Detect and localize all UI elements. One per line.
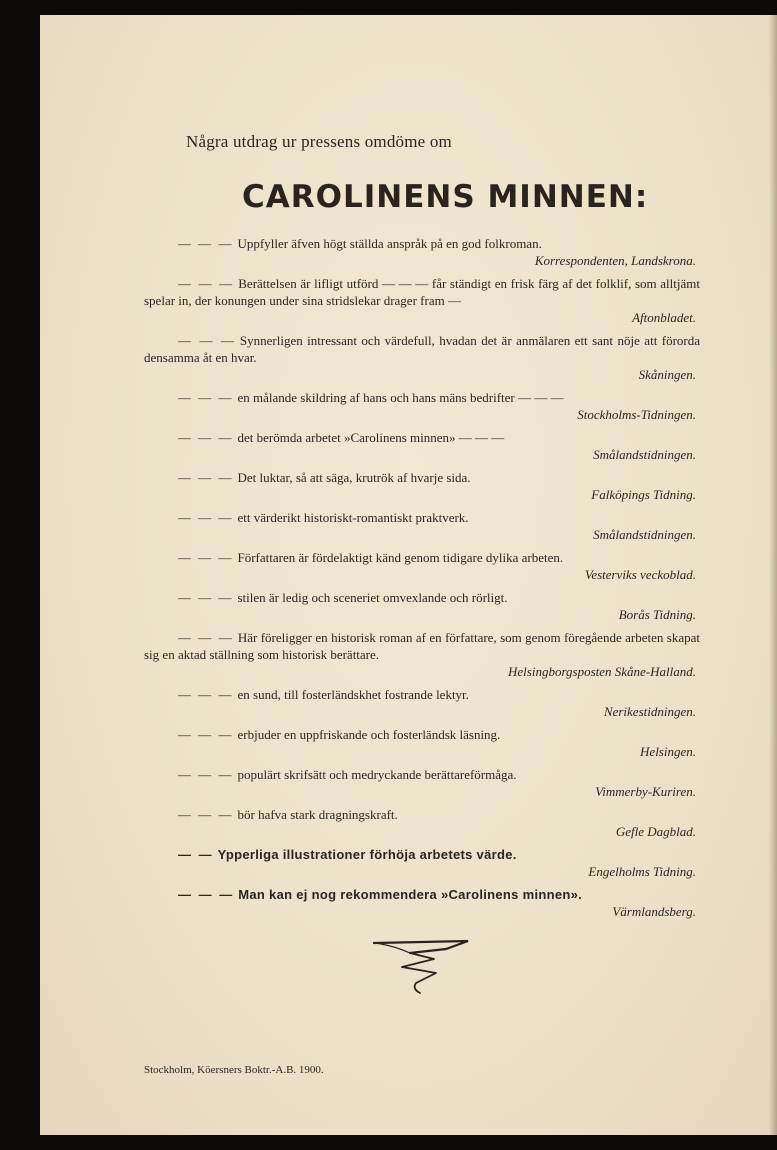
review-quote: stilen är ledig och sceneriet omvexlande och rörligt. — [237, 590, 508, 605]
review-source: Nerikestidningen. — [603, 704, 696, 719]
review-list — [144, 235, 700, 926]
review-item — [144, 549, 700, 583]
review-source: Smålandstidningen. — [593, 447, 696, 462]
review-source: Vimmerby-Kuriren. — [595, 784, 696, 799]
review-quote: Ypperliga illustrationer förhöja arbetets värde. — [217, 847, 517, 862]
review-source: Engelholms Tidning. — [588, 864, 696, 879]
review-source: Korrespondenten, Landskrona. — [534, 253, 696, 268]
review-quote: populärt skrifsätt och medryckande berättareförmåga. — [237, 767, 517, 782]
review-quote: Uppfyller äfven högt ställda anspråk på en god folkroman. — [237, 236, 542, 251]
review-item — [144, 469, 700, 503]
review-item — [144, 766, 700, 800]
document-page — [40, 15, 777, 1135]
review-item — [144, 332, 700, 383]
review-item — [144, 846, 700, 880]
review-quote: ett värderikt historiskt-romantiskt praktverk. — [237, 510, 469, 525]
review-quote: Man kan ej nog rekommendera »Carolinens minnen». — [238, 887, 583, 902]
review-item — [144, 389, 700, 423]
review-source: Stockholms-Tidningen. — [577, 407, 696, 422]
intro-line: Några utdrag ur pressens omdöme om — [186, 132, 452, 151]
review-quote: det berömda arbetet »Carolinens minnen» — — — — [237, 430, 505, 445]
review-source: Skåningen. — [638, 367, 696, 382]
dash-mark: — — — — [178, 807, 234, 822]
dash-mark: — — — — [178, 333, 236, 348]
review-quote: Författaren är fördelaktigt känd genom tidigare dylika arbeten. — [237, 550, 564, 565]
dash-mark: — — — — [178, 470, 234, 485]
review-item — [144, 429, 700, 463]
review-item — [144, 686, 700, 720]
review-quote: Berättelsen är lifligt utförd — — — får ständigt en frisk färg af det folklif, som alltjämt spelar in, der konungen under sina stridslekar drager fram — — [144, 276, 701, 308]
review-quote: en sund, till fosterländskhet fostrande lektyr. — [237, 687, 469, 702]
review-item — [144, 629, 700, 680]
dash-mark: — — — — [178, 590, 234, 605]
review-source: Borås Tidning. — [618, 607, 696, 622]
review-source: Värmlandsberg. — [612, 904, 696, 919]
review-quote: Synnerligen intressant och värdefull, hvadan det är anmälaren ett sant nöje att förorda densamma åt en hvar. — [144, 333, 701, 365]
dash-mark: — — — — [178, 550, 234, 565]
dash-mark: — — — — [178, 510, 234, 525]
page-title: CAROLINENS MINNEN: — [242, 179, 649, 215]
review-source: Aftonbladet. — [632, 310, 696, 325]
review-source: Gefle Dagblad. — [615, 824, 696, 839]
review-source: Smålandstidningen. — [593, 527, 696, 542]
dash-mark: — — — — [178, 767, 234, 782]
dash-mark: — — — — [178, 390, 234, 405]
review-source: Vesterviks veckoblad. — [584, 567, 696, 582]
review-source: Helsingen. — [640, 744, 696, 759]
review-quote: Det luktar, så att säga, krutrök af hvarje sida. — [237, 470, 471, 485]
review-item — [144, 275, 700, 326]
review-item — [144, 589, 700, 623]
dash-mark: — — — — [178, 236, 234, 251]
dash-mark: — — — — [178, 727, 234, 742]
dash-mark: — — — — [178, 276, 235, 291]
review-quote: en målande skildring af hans och hans mäns bedrifter — — — — [237, 390, 564, 405]
dash-mark: — — — — [178, 887, 235, 902]
review-item — [144, 886, 700, 920]
dash-mark: — — — — [178, 430, 234, 445]
review-item — [144, 806, 700, 840]
printer-imprint: Stockholm, Köersners Boktr.-A.B. 1900. — [144, 1064, 324, 1076]
dash-mark: — — — — [178, 630, 234, 645]
review-source: Falköpings Tidning. — [591, 487, 696, 502]
review-quote: erbjuder en uppfriskande och fosterländsk läsning. — [237, 727, 501, 742]
dash-mark: — — — — [178, 687, 234, 702]
dash-mark: — — — [178, 847, 214, 862]
review-quote: bör hafva stark dragningskraft. — [237, 807, 398, 822]
ornament-flourish-icon — [372, 939, 472, 999]
review-quote: Här föreligger en historisk roman af en författare, som genom föregående arbeten skapat sig en aktad ställning som historisk berättare. — [144, 630, 700, 662]
review-item — [144, 726, 700, 760]
review-item — [144, 235, 700, 269]
review-source: Helsingborgsposten Skåne-Halland. — [508, 664, 696, 679]
review-item — [144, 509, 700, 543]
